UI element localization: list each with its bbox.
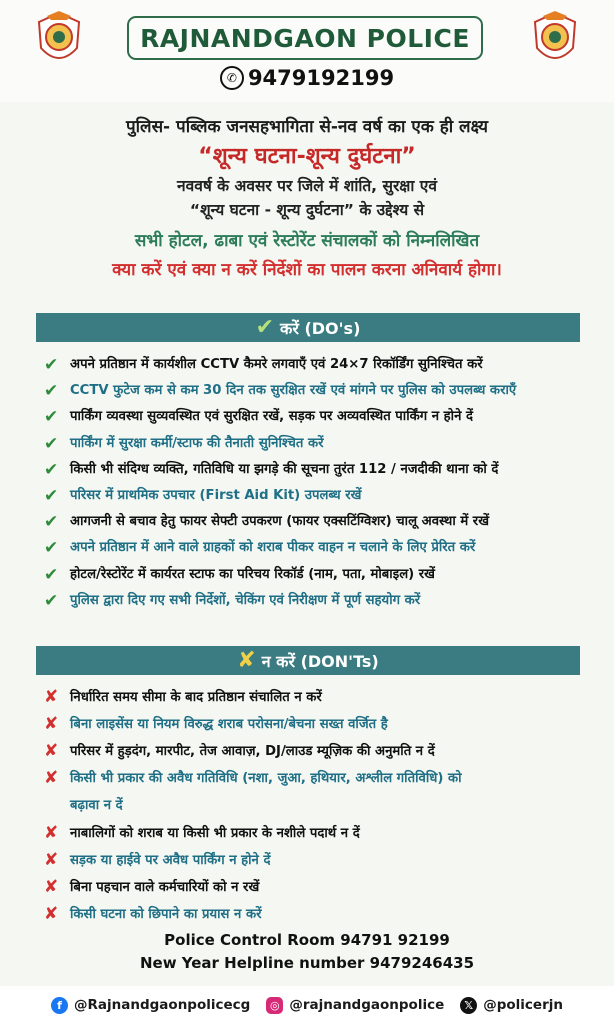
cross-icon: ✘ — [237, 648, 256, 673]
header — [0, 0, 614, 102]
intro-line-1: पुलिस- पब्लिक जनसहभागिता से-नव वर्ष का एक ही लक्ष्य — [125, 117, 489, 137]
cross-icon: ✘ — [44, 687, 59, 707]
slogan: “शून्य घटना-शून्य दुर्घटना” — [198, 144, 416, 169]
check-icon: ✔ — [44, 590, 59, 611]
dos-item-text: आगजनी से बचाव हेतु फायर सेफ्टी उपकरण (फायर एक्सटिंग्विशर) चालू अवस्था में रखें — [70, 514, 489, 530]
dos-item-text: पार्किंग में सुरक्षा कर्मी/स्टाफ की तैनाती सुनिश्चित करें — [70, 435, 324, 451]
intro-line-3: नववर्ष के अवसर पर जिले में शांति, सुरक्षा एवं — [176, 177, 437, 195]
donts-item-text: सड़क या हाईवे पर अवैध पार्किंग न होने दें — [70, 853, 271, 868]
cross-icon: ✘ — [44, 823, 59, 843]
instagram-icon: ◎ — [266, 997, 283, 1014]
dos-item-text: परिसर में प्राथमिक उपचार (First Aid Kit) उपलब्ध रखें — [70, 487, 362, 503]
check-icon: ✔ — [44, 485, 59, 506]
dos-item — [44, 352, 604, 378]
donts-list — [44, 684, 604, 928]
intro — [0, 114, 614, 284]
control-room-number[interactable]: Police Control Room 94791 92199 — [164, 931, 450, 949]
donts-item — [44, 738, 604, 765]
page-title: RAJNANDGAON POLICE — [127, 16, 483, 60]
donts-heading — [36, 646, 580, 675]
police-emblem-icon — [33, 10, 85, 70]
x-icon: 𝕏 — [460, 997, 477, 1014]
donts-item-text: किसी घटना को छिपाने का प्रयास न करें — [70, 907, 262, 922]
dos-item-text: अपने प्रतिष्ठान में कार्यशील CCTV कैमरे लगवाएँ एवं 24×7 रिकॉर्डिंग सुनिश्चित करें — [70, 357, 483, 372]
cross-icon: ✘ — [44, 904, 59, 924]
dos-item-text: अपने प्रतिष्ठान में आने वाले ग्राहकों को शराब पीकर वाहन न चलाने के लिए प्रेरित करें — [70, 540, 476, 556]
intro-line-4: “शून्य घटना - शून्य दुर्घटना” के उद्देश्य से — [189, 201, 425, 219]
phone-icon: ✆ — [220, 66, 244, 90]
phone-number[interactable] — [0, 66, 614, 90]
police-emblem-icon — [529, 10, 581, 70]
instagram-handle: @rajnandgaonpolice — [289, 997, 445, 1013]
facebook-link[interactable] — [51, 997, 250, 1014]
social-bar — [0, 986, 614, 1024]
x-link[interactable] — [460, 997, 563, 1014]
facebook-icon: f — [51, 997, 68, 1014]
cross-icon: ✘ — [44, 741, 59, 761]
cross-icon: ✘ — [44, 714, 59, 734]
cross-icon: ✘ — [44, 768, 59, 788]
check-icon: ✔ — [44, 355, 59, 375]
dos-item — [44, 431, 604, 457]
intro-line-6: क्या करें एवं क्या न करें निर्देशों का पालन करना अनिवार्य होगा। — [112, 260, 502, 280]
donts-heading-label: न करें (DON'Ts) — [261, 651, 379, 671]
facebook-handle: @Rajnandgaonpolicecg — [74, 997, 251, 1013]
check-icon: ✔ — [44, 564, 59, 585]
donts-item — [44, 847, 604, 874]
dos-heading — [36, 313, 580, 342]
donts-item — [44, 684, 604, 711]
dos-item-text: होटल/रेस्टोरेंट में कार्यरत स्टाफ का परिचय रिकॉर्ड (नाम, पता, मोबाइल) रखें — [70, 566, 435, 582]
dos-item — [44, 535, 604, 561]
phone-text: 9479192199 — [247, 66, 395, 90]
donts-item — [44, 901, 604, 928]
donts-item — [44, 765, 484, 820]
cross-icon: ✘ — [44, 850, 59, 870]
x-handle: @policerjn — [483, 997, 563, 1013]
dos-item — [44, 404, 604, 430]
donts-item-text: नाबालिगों को शराब या किसी भी प्रकार के नशीले पदार्थ न दें — [70, 826, 360, 841]
donts-item-text: किसी भी प्रकार की अवैध गतिविधि (नशा, जुआ, हथियार, अश्लील गतिविधि) को बढ़ावा न दें — [70, 771, 462, 813]
donts-item — [44, 874, 604, 901]
dos-item-text: पुलिस द्वारा दिए गए सभी निर्देशों, चेकिंग एवं निरीक्षण में पूर्ण सहयोग करें — [70, 592, 421, 608]
dos-item — [44, 562, 604, 588]
donts-item-text: निर्धारित समय सीमा के बाद प्रतिष्ठान संचालित न करें — [70, 690, 322, 705]
dos-item — [44, 483, 604, 509]
dos-item — [44, 509, 604, 535]
donts-item-text: बिना लाइसेंस या नियम विरुद्ध शराब परोसना/बेचना सख्त वर्जित है — [70, 717, 388, 732]
dos-item — [44, 457, 604, 483]
intro-line-5: सभी होटल, ढाबा एवं रेस्टोरेंट संचालकों को निम्नलिखित — [134, 231, 480, 251]
dos-item-text: CCTV फुटेज कम से कम 30 दिन तक सुरक्षित रखें एवं मांगने पर पुलिस को उपलब्ध कराएँ — [70, 383, 517, 399]
contact-block — [0, 929, 614, 975]
dos-item — [44, 588, 604, 614]
check-icon: ✔ — [44, 459, 59, 480]
dos-heading-label: करें (DO's) — [280, 318, 361, 338]
donts-item — [44, 711, 604, 738]
donts-item-text: बिना पहचान वाले कर्मचारियों को न रखें — [70, 880, 260, 895]
dos-item-text: किसी भी संदिग्ध व्यक्ति, गतिविधि या झगड़े की सूचना तुरंत 112 / नजदीकी थाना को दें — [70, 461, 499, 477]
check-icon: ✔ — [44, 407, 59, 428]
donts-item — [44, 820, 604, 847]
donts-item-text: परिसर में हुड़दंग, मारपीट, तेज आवाज़, DJ/लाउड म्यूज़िक की अनुमति न दें — [70, 744, 435, 759]
helpline-number[interactable]: New Year Helpline number 9479246435 — [139, 954, 475, 972]
check-icon: ✔ — [44, 538, 59, 559]
check-icon: ✔ — [255, 315, 275, 340]
instagram-link[interactable] — [266, 997, 444, 1014]
dos-list — [44, 352, 604, 614]
cross-icon: ✘ — [44, 877, 59, 897]
check-icon: ✔ — [44, 433, 59, 454]
check-icon: ✔ — [44, 381, 59, 402]
check-icon: ✔ — [44, 512, 59, 533]
dos-item-text: पार्किंग व्यवस्था सुव्यवस्थित एवं सुरक्षित रखें, सड़क पर अव्यवस्थित पार्किंग न होने दें — [70, 409, 474, 425]
dos-item — [44, 378, 604, 404]
